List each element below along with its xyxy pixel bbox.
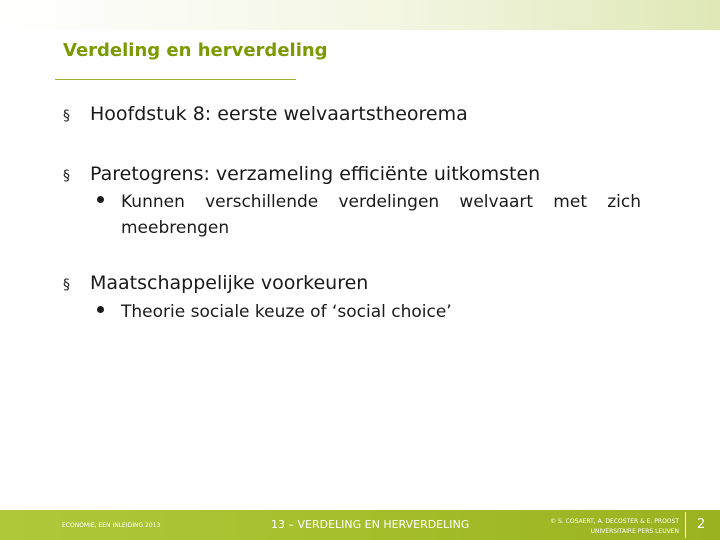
section-bullet-icon: §	[63, 277, 70, 293]
page-number: 2	[697, 517, 706, 532]
dot-bullet-icon	[97, 196, 104, 203]
sub-bullet-text: Theorie sociale keuze of ‘social choice’	[121, 302, 452, 322]
footer-divider	[685, 512, 686, 538]
bullet-text: Hoofdstuk 8: eerste welvaartstheorema	[90, 103, 468, 125]
title-underline	[55, 79, 296, 80]
header-gradient	[0, 0, 720, 30]
bullet-text: Maatschappelijke voorkeuren	[90, 272, 369, 294]
footer-copyright	[534, 517, 679, 537]
footer-course-label: ECONOMIE, EEN INLEIDING 2013	[62, 522, 161, 529]
section-bullet-icon: §	[63, 168, 70, 184]
footer-copyright-line2: UNIVERSITAIRE PERS LEUVEN	[590, 528, 679, 535]
sub-bullet-text: Kunnen verschillende verdelingen welvaart met zich meebrengen	[121, 192, 641, 238]
footer-chapter-label: 13 – VERDELING EN HERVERDELING	[271, 518, 470, 531]
footer-bar	[0, 510, 720, 540]
bullet-text: Paretogrens: verzameling efficiënte uitkomsten	[90, 163, 541, 185]
footer-copyright-line1: © S. COSAERT, A. DECOSTER & E. PROOST	[550, 518, 679, 525]
section-bullet-icon: §	[63, 108, 70, 124]
dot-bullet-icon	[97, 306, 104, 313]
slide-title: Verdeling en herverdeling	[63, 40, 328, 61]
